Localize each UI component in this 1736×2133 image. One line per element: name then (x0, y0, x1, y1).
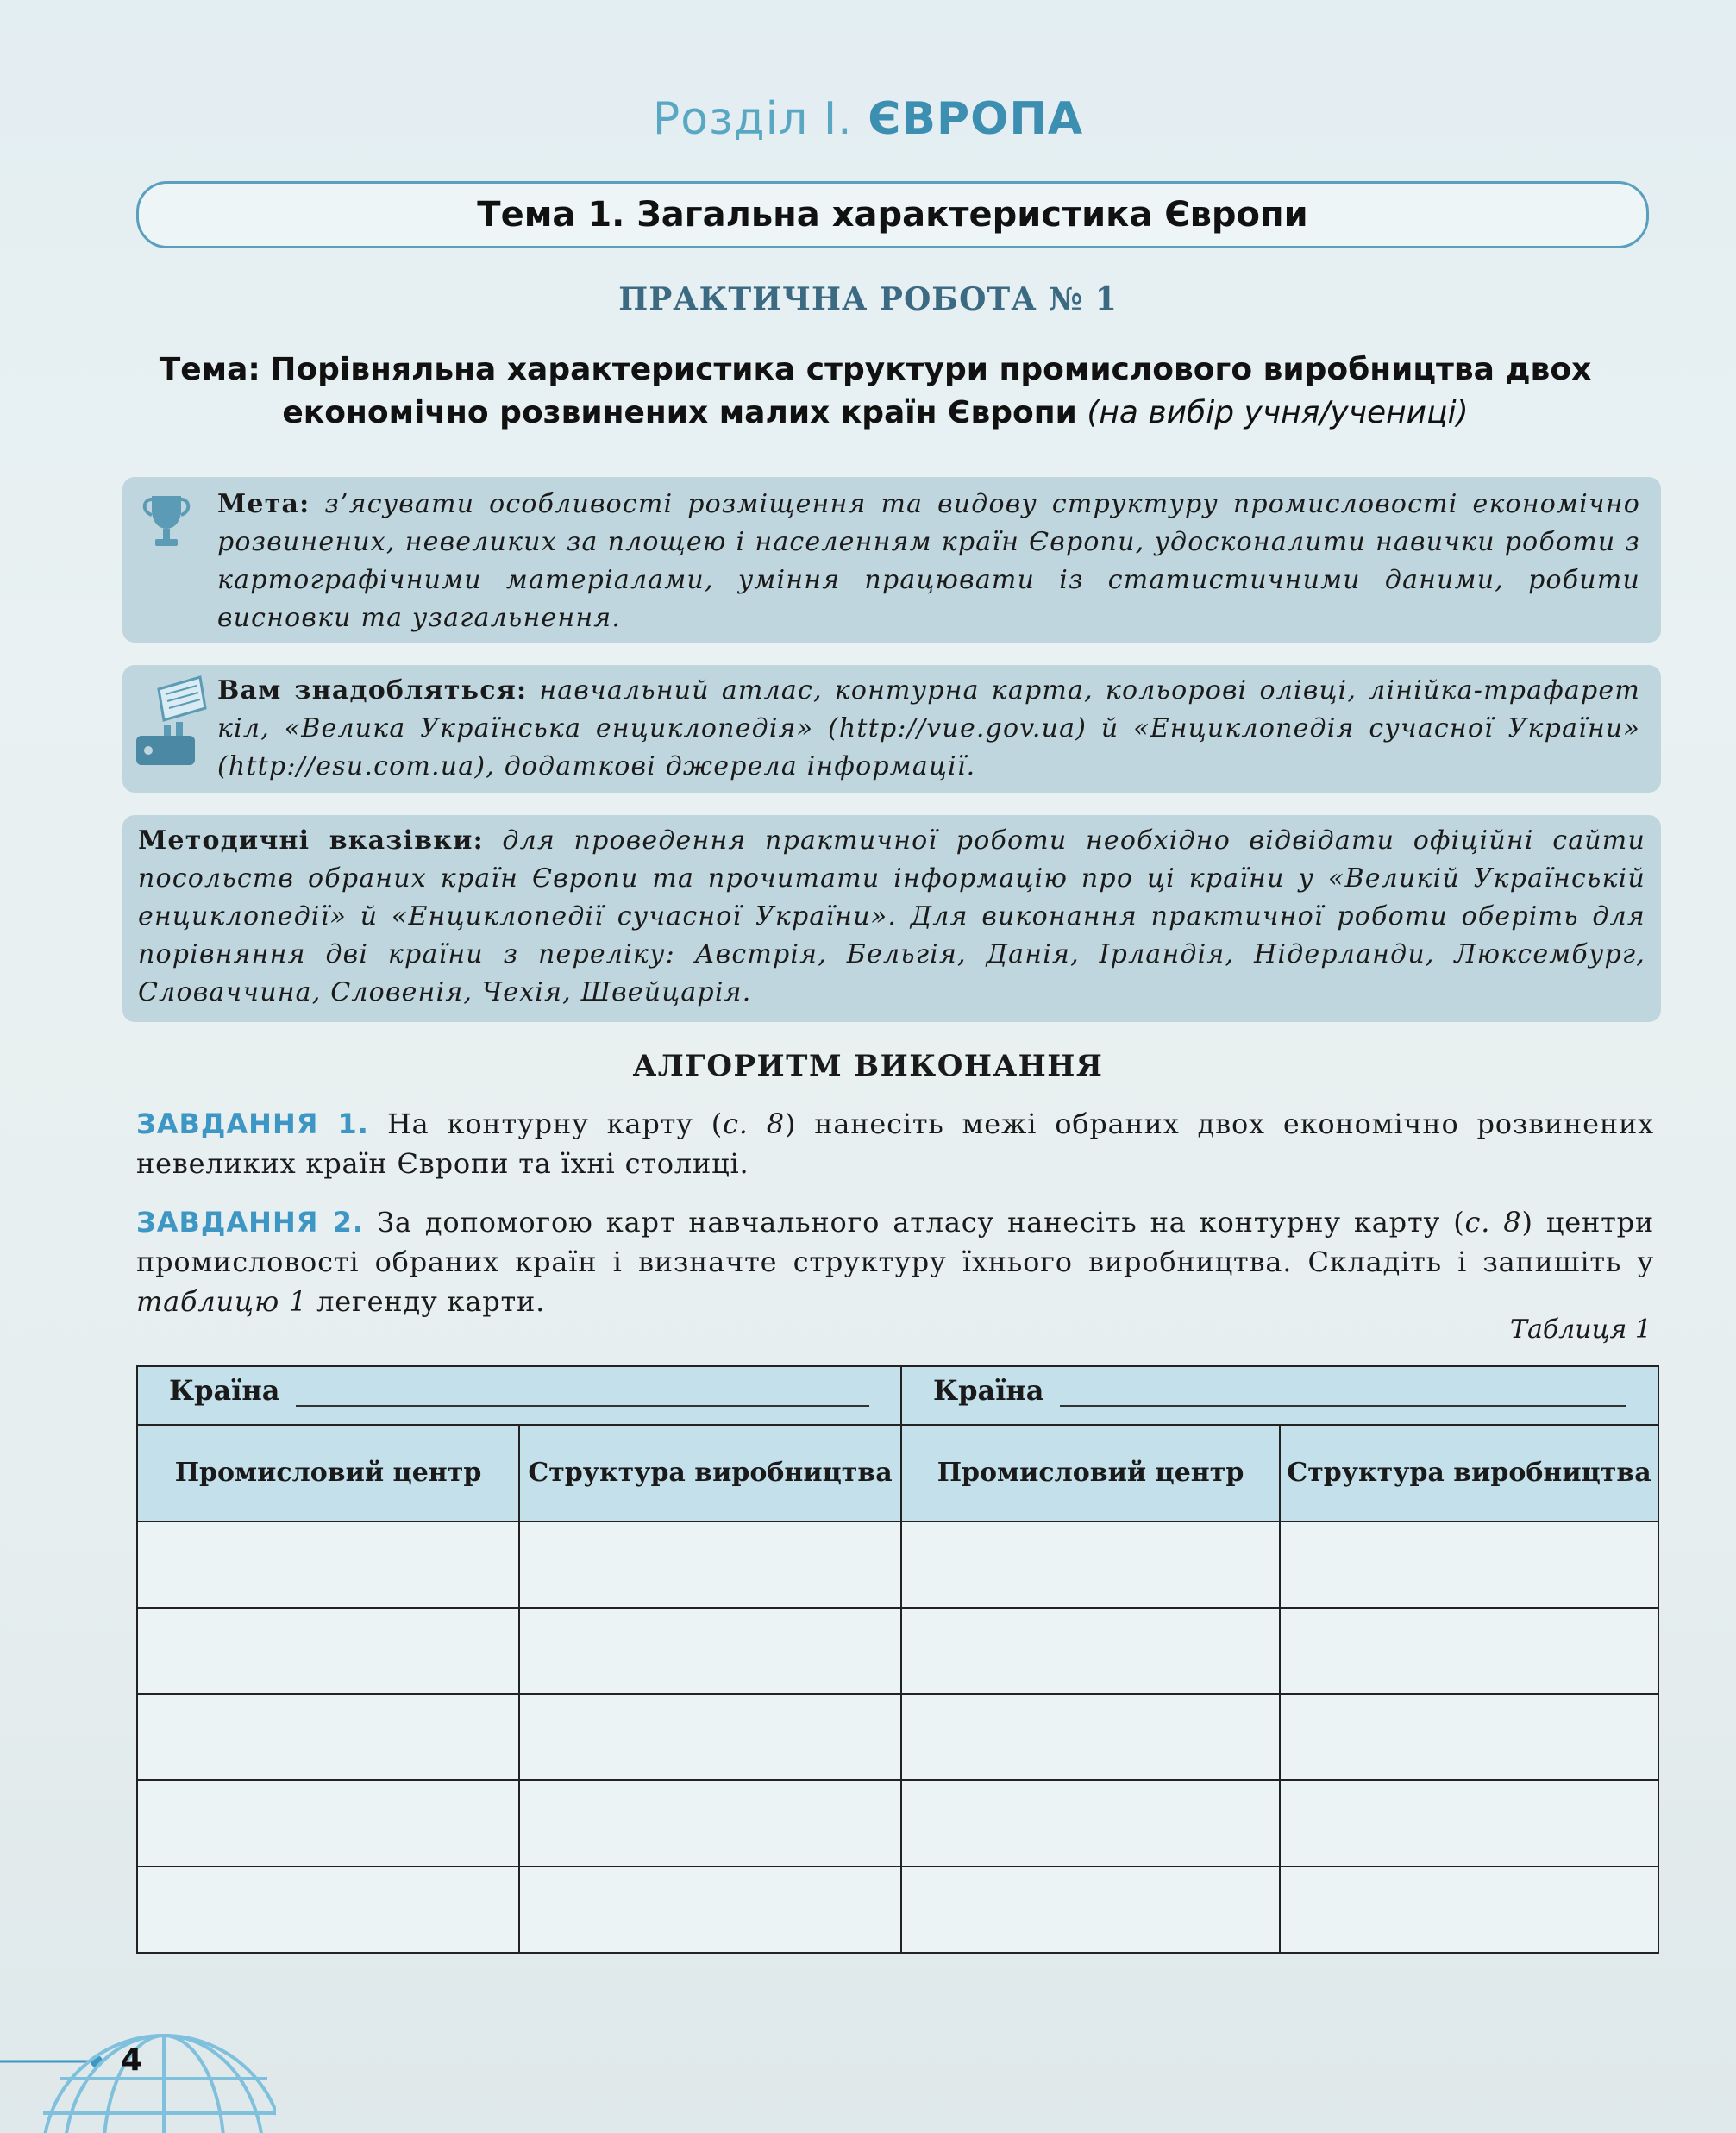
header-row (137, 1425, 1658, 1521)
country-input-line-2[interactable] (1060, 1383, 1626, 1407)
task-2-ref: с. 8 (1464, 1206, 1522, 1239)
table-row (137, 1694, 1658, 1780)
algorithm-title: АЛГОРИТМ ВИКОНАННЯ (632, 1049, 1104, 1083)
guidelines-text: для проведення практичної роботи необхідно відвідати офіційні сайти посольств обраних країн Європи та прочитати інформацію про ці країни у «Великій Українській енциклопедії» й «Енциклопедії сучасної України». Для виконання практичної роботи оберіть для порівняння дві країни з переліку: Австрія, Бельгія, Данія, Ірландія, Нідерланди, Люксембург, Словаччина, Словенія, Чехія, Швейцарія. (138, 825, 1645, 1007)
table-cell[interactable] (901, 1866, 1280, 1953)
theme-text: Порівняльна характеристика структури промислового виробництва двох економічно розвинених малих країн Європи (270, 352, 1592, 430)
country-label-1: Країна (169, 1374, 280, 1407)
table-cell[interactable] (901, 1694, 1280, 1780)
table-cell[interactable] (137, 1608, 519, 1694)
table-cell[interactable] (1280, 1780, 1658, 1866)
task-1-label: ЗАВДАННЯ 1. (136, 1107, 369, 1140)
country-label-2: Країна (933, 1374, 1044, 1407)
table-cell[interactable] (901, 1521, 1280, 1608)
topic-title: Тема 1. Загальна характеристика Європи (477, 195, 1308, 235)
goal-label: Мета: (217, 489, 310, 519)
table-row (137, 1608, 1658, 1694)
table-cell[interactable] (519, 1780, 901, 1866)
table-cell[interactable] (519, 1866, 901, 1953)
task-1-text-a: На контурну карту ( (386, 1107, 724, 1140)
materials-text: навчальний атлас, контурна карта, кольорові олівці, лінійка-трафарет кіл, «Велика Українська енциклопедія» (http://vue.gov.ua) й «Енциклопедія сучасної України» (http://esu.com.ua), додаткові джерела інформації. (217, 675, 1640, 781)
col-header-1: Промисловий центр (137, 1425, 519, 1521)
goal-panel (122, 477, 1661, 643)
task-2-table-ref: таблицю 1 (136, 1285, 308, 1318)
country-row (137, 1366, 1658, 1425)
table-caption: Таблиця 1 (1509, 1314, 1651, 1345)
table-cell[interactable] (519, 1694, 901, 1780)
task-2-text-b: ) центри промисловості обраних країн і визначте структуру їхнього виробництва. Складіть і запишіть у (136, 1206, 1655, 1278)
materials-panel (122, 665, 1661, 793)
table-cell[interactable] (1280, 1608, 1658, 1694)
table-cell[interactable] (137, 1866, 519, 1953)
guidelines-panel (122, 815, 1661, 1022)
section-title (0, 93, 1736, 145)
task-2-text-c: легенду карти. (307, 1285, 546, 1318)
country-cell-2[interactable] (901, 1366, 1658, 1425)
task-2-text-a: За допомогою карт навчального атласу нанесіть на контурну карту ( (377, 1206, 1465, 1239)
materials-label: Вам знадобляться: (217, 675, 528, 706)
table-cell[interactable] (137, 1521, 519, 1608)
col-header-4: Структура виробництва (1280, 1425, 1658, 1521)
task-1-ref: с. 8 (723, 1107, 785, 1140)
task-1-text-b: ) нанесіть межі обраних двох економічно розвинених невеликих країн Європи та їхні столиці. (136, 1107, 1655, 1180)
table-cell[interactable] (519, 1608, 901, 1694)
col-header-3: Промисловий центр (901, 1425, 1280, 1521)
practical-theme (103, 348, 1647, 435)
table-cell[interactable] (519, 1521, 901, 1608)
task-1 (136, 1104, 1654, 1183)
trophy-icon (140, 491, 193, 551)
col-header-2: Структура виробництва (519, 1425, 901, 1521)
theme-label: Тема: (159, 352, 260, 387)
country-input-line-1[interactable] (296, 1383, 869, 1407)
table-cell[interactable] (901, 1608, 1280, 1694)
section-prefix: Розділ І. (652, 93, 853, 145)
goal-text: з’ясувати особливості розміщення та видову структуру промисловості економічно розвинених, невеликих за площею і населенням країн Європи, удосконалити навички роботи з картографічними матеріалами, уміння працювати із статистичними даними, робити висновки та узагальнення. (217, 489, 1640, 633)
practical-title: ПРАКТИЧНА РОБОТА № 1 (618, 281, 1118, 317)
country-cell-1[interactable] (137, 1366, 901, 1425)
table-row (137, 1521, 1658, 1608)
table-cell[interactable] (1280, 1521, 1658, 1608)
table-row (137, 1780, 1658, 1866)
page-number: 4 (121, 2042, 143, 2078)
industry-table (136, 1365, 1659, 1954)
table-cell[interactable] (1280, 1866, 1658, 1953)
table-row (137, 1866, 1658, 1953)
task-2-label: ЗАВДАННЯ 2. (136, 1206, 365, 1239)
table-cell[interactable] (137, 1694, 519, 1780)
guidelines-label: Методичні вказівки: (138, 825, 484, 856)
task-2 (136, 1202, 1654, 1321)
topic-banner (136, 181, 1649, 248)
section-name: ЄВРОПА (868, 93, 1084, 145)
table-cell[interactable] (901, 1780, 1280, 1866)
theme-note: (на вибір учня/учениці) (1087, 395, 1469, 430)
table-cell[interactable] (137, 1780, 519, 1866)
supplies-icon (133, 674, 210, 769)
table-cell[interactable] (1280, 1694, 1658, 1780)
